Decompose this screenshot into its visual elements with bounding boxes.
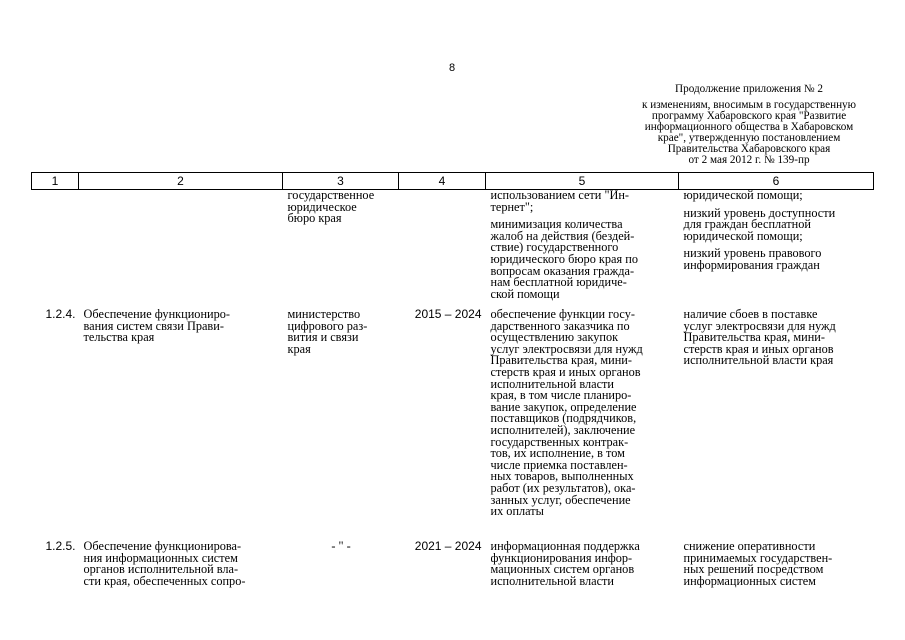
column-header-3: 3	[283, 173, 399, 190]
column-header-5: 5	[486, 173, 679, 190]
expected-result: информационная поддержка функционирования инфор- мационных систем органов исполнительной власти	[490, 539, 640, 588]
risk-consequences	[679, 190, 874, 310]
appendix-body: к изменениям, вносимым в государственную программу Хабаровского края "Развитие информационного общества в Хабаровском крае", утвержденную постановлением Правительства Хабаровского края от 2 мая 2012 г. № 139-пр	[641, 99, 857, 166]
table-row	[32, 309, 874, 541]
implementation-years: 2021 – 2024	[414, 539, 482, 553]
expected-result: обеспечение функции госу- дарственного заказчика по осуществлению закупок услуг электросвязи для нужд Правительства края, мини- стерств края и иных органов исполнительной власти края, в том числе планиро- вание закупок, определение поставщиков (подрядчиков, исполнителей), заключение государственных контрак- тов, их исполнение, в том числе приемка поставлен- ных товаров, выполненных работ (их результатов), ока- занных услуг, обеспечение их оплаты	[490, 307, 643, 519]
risk-consequences: снижение оперативности принимаемых государствен- ных решений посредством информационных систем	[683, 539, 833, 588]
result-paragraph: минимизация количества жалоб на действия (бездей- ствие) государственного юридического бюро края по вопросам оказания гражда- нам бесплатной юридиче- ской помощи	[490, 217, 638, 301]
measures-table	[31, 172, 874, 601]
measure-name	[79, 190, 283, 310]
expected-result	[486, 190, 679, 310]
row-number	[32, 190, 79, 310]
page-number: 8	[448, 62, 456, 74]
implementation-years: 2015 – 2024	[414, 307, 482, 321]
risk-paragraph: юридической помощи;	[683, 188, 803, 202]
result-paragraph: использованием сети "Ин- тернет";	[490, 188, 630, 214]
measure-name: Обеспечение функциониро- вания систем связи Прави- тельства края	[83, 307, 230, 345]
column-header-6: 6	[679, 173, 874, 190]
appendix-title: Продолжение приложения № 2	[675, 83, 823, 95]
row-number: 1.2.4.	[45, 307, 76, 321]
table-row	[32, 541, 874, 601]
column-header-2: 2	[79, 173, 283, 190]
risk-consequences: наличие сбоев в поставке услуг электросвязи для нужд Правительства края, мини- стерств края и иных органов исполнительной власти края	[683, 307, 836, 368]
column-header-1: 1	[32, 173, 79, 190]
responsible-executor: государственное юридическое бюро края	[287, 188, 375, 226]
risk-paragraph: низкий уровень доступности для граждан бесплатной юридической помощи;	[683, 205, 836, 243]
responsible-executor: - " -	[331, 539, 351, 553]
table-header-row	[32, 173, 874, 190]
row-number: 1.2.5.	[45, 539, 76, 553]
implementation-years	[399, 190, 486, 310]
column-header-4: 4	[399, 173, 486, 190]
table-row	[32, 190, 874, 310]
risk-paragraph: низкий уровень правового информирования граждан	[683, 246, 822, 272]
responsible-executor: министерство цифрового раз- вития и связи края	[287, 307, 368, 356]
appendix-caption	[620, 84, 878, 166]
measure-name: Обеспечение функционирова- ния информационных систем органов исполнительной вла- сти края, обеспеченных сопро-	[83, 539, 246, 588]
